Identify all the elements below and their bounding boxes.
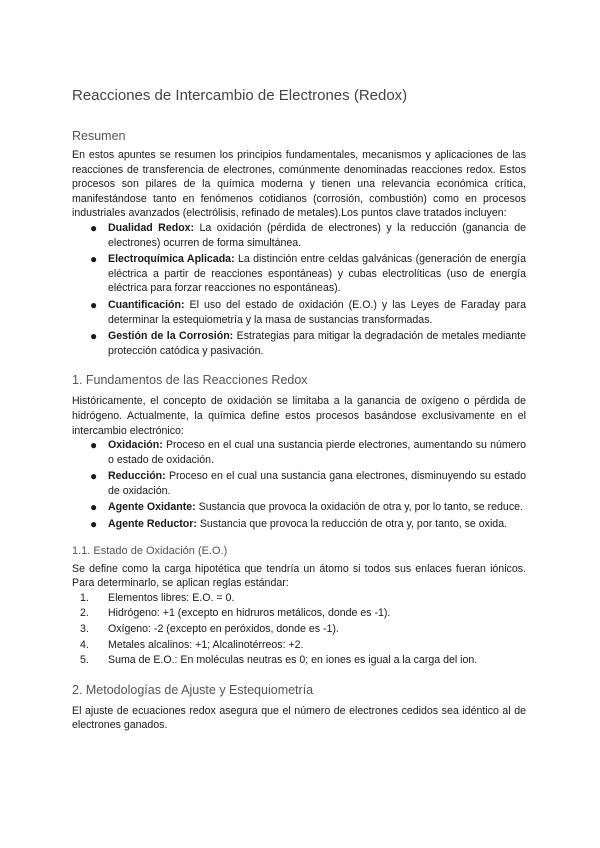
eo-rules-list (72, 591, 526, 668)
bullet-icon: ● (90, 469, 98, 484)
section1-1-intro: Se define como la carga hipotética que tendría un átomo si todos sus enlaces fueran iónicos. Para determinarlo, se aplican reglas estándar: (72, 562, 526, 590)
list-item (80, 622, 526, 637)
bullet-icon: ● (90, 438, 98, 453)
list-item (90, 297, 526, 327)
list-item (80, 638, 526, 653)
list-item (90, 500, 526, 515)
item-number: 4. (80, 638, 89, 651)
item-text: Proceso en el cual una sustancia pierde electrones, aumentando su número o estado de oxidación. (108, 439, 526, 466)
item-term: Agente Reductor: (108, 518, 197, 531)
item-number: 2. (80, 607, 89, 620)
document-title: Reacciones de Intercambio de Electrones (Redox) (72, 87, 408, 104)
list-item (90, 220, 526, 250)
item-term: Dualidad Redox: (108, 221, 195, 234)
bullet-icon: ● (90, 297, 98, 312)
resumen-heading: Resumen (72, 129, 126, 143)
item-number: 1. (80, 591, 89, 604)
list-item (80, 591, 526, 606)
item-number: 5. (80, 654, 89, 667)
section1-heading: 1. Fundamentos de las Reacciones Redox (72, 373, 308, 388)
section1-intro: Históricamente, el concepto de oxidación se limitaba a la ganancia de oxígeno o pérdida de hidrógeno. Actualmente, la química define estos procesos basándose exclusivamente en el intercambio electrónico: (72, 395, 526, 437)
section1-list (72, 438, 526, 532)
document-page (72, 86, 526, 733)
bullet-icon: ● (90, 329, 98, 344)
item-text: Metales alcalinos: +1; Alcalinotérreos: +2. (108, 638, 304, 651)
list-item (80, 653, 526, 668)
item-term: Gestión de la Corrosión: (108, 330, 234, 343)
item-text: Sustancia que provoca la reducción de otra y, por tanto, se oxida. (196, 518, 508, 531)
item-term: Agente Oxidante: (108, 501, 196, 514)
item-text: La distinción entre celdas galvánicas (generación de energía eléctrica a partir de reacciones espontáneas) y cubas electrolíticas (uso de energía eléctrica para forzar reacciones no espontáneas). (108, 253, 526, 295)
item-text: Elementos libres: E.O. = 0. (108, 591, 235, 604)
item-text: Oxígeno: -2 (excepto en peróxidos, donde es -1). (108, 623, 339, 636)
list-item (90, 252, 526, 296)
section2-intro: El ajuste de ecuaciones redox asegura que el número de electrones cedidos sea idéntico al de electrones ganados. (72, 704, 526, 732)
list-item (90, 469, 526, 498)
bullet-icon: ● (90, 500, 98, 515)
section1-1-heading: 1.1. Estado de Oxidación (E.O.) (72, 544, 228, 557)
item-text: Proceso en el cual una sustancia gana electrones, disminuyendo su estado de oxidación. (108, 470, 526, 497)
list-item (90, 329, 526, 358)
resumen-list (72, 221, 526, 358)
item-term: Oxidación: (108, 439, 163, 452)
bullet-icon: ● (90, 252, 98, 267)
list-item (90, 438, 526, 467)
item-text: Sustancia que provoca la oxidación de otra y, por lo tanto, se reduce. (195, 501, 523, 514)
item-term: Electroquímica Aplicada: (108, 253, 235, 266)
item-number: 3. (80, 623, 89, 636)
item-text: Hidrógeno: +1 (excepto en hidruros metálicos, donde es -1). (108, 607, 391, 620)
list-item (80, 606, 526, 621)
section2-heading: 2. Metodologías de Ajuste y Estequiometría (72, 682, 314, 697)
item-text: Estrategias para mitigar la degradación de metales mediante protección catódica y pasivación. (108, 330, 526, 357)
item-term: Cuantificación: (108, 298, 185, 311)
bullet-icon: ● (90, 517, 98, 532)
item-text: Suma de E.O.: En moléculas neutras es 0; en iones es igual a la carga del ion. (108, 654, 478, 667)
bullet-icon: ● (90, 220, 98, 235)
item-text: El uso del estado de oxidación (E.O.) y las Leyes de Faraday para determinar la estequiometría y la masa de sustancias transformadas. (108, 298, 526, 326)
item-term: Reducción: (108, 470, 166, 483)
resumen-intro: En estos apuntes se resumen los principios fundamentales, mecanismos y aplicaciones de las reacciones de transferencia de electrones, comúnmente denominadas reacciones redox. Estos procesos son pilares de la química moderna y tienen una relevancia económica crítica, manifestándose tanto en fenómenos cotidianos (corrosión, combustión) como en procesos industriales avanzados (electrólisis, refinado de metales).Los puntos clave tratados incluyen: (72, 149, 526, 220)
list-item (90, 517, 526, 532)
item-text: La oxidación (pérdida de electrones) y la reducción (ganancia de electrones) ocurren de forma simultánea. (108, 221, 526, 249)
